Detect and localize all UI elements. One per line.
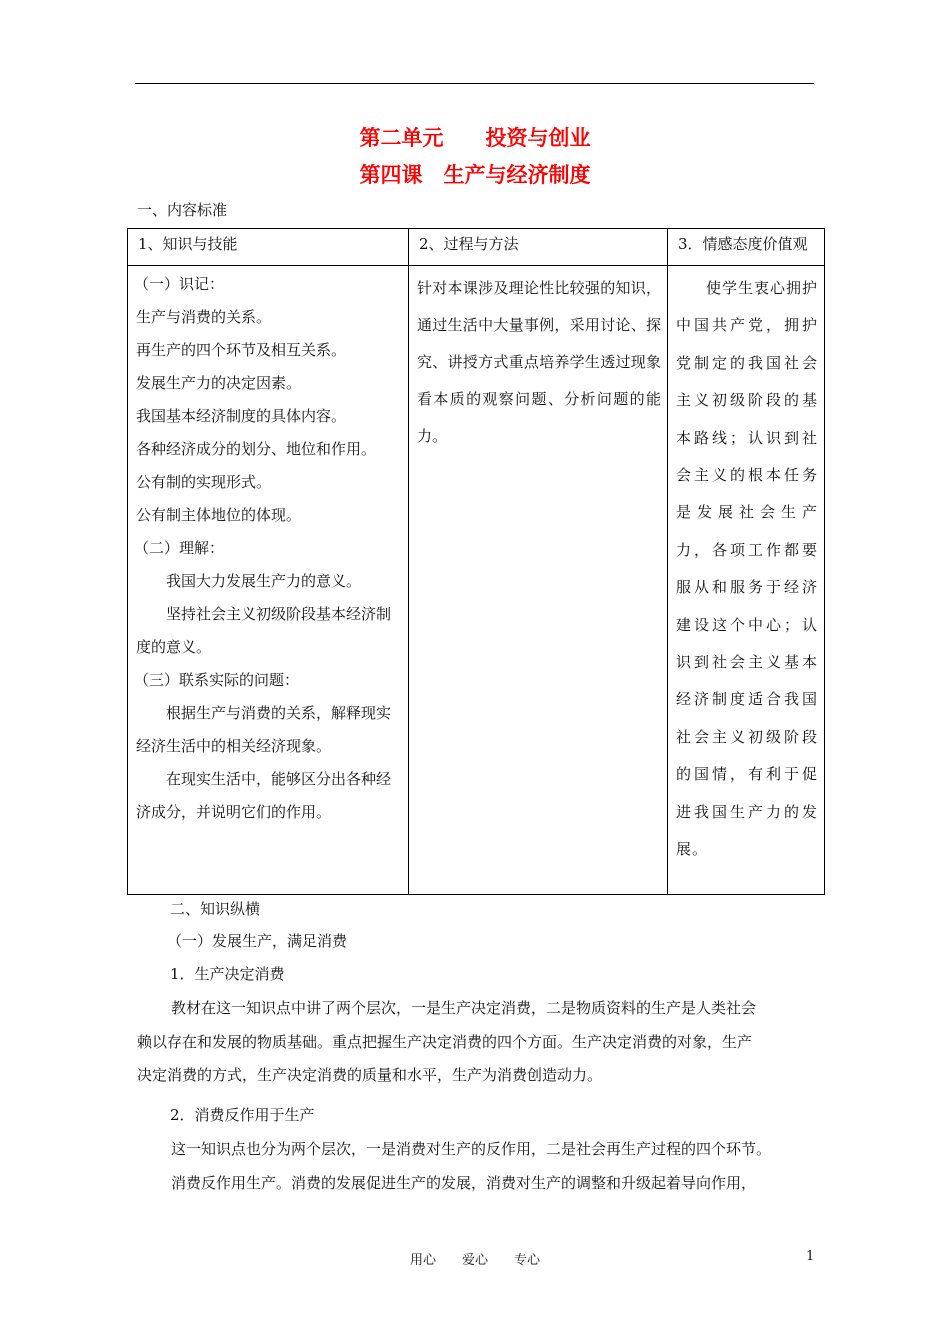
list-item: （三）联系实际的问题： (134, 671, 300, 689)
list-item: （一）识记： (134, 275, 225, 293)
header-rule (135, 83, 814, 84)
process-methods-cell (409, 266, 668, 895)
list-item: 各种经济成分的划分、地位和作用。 (136, 440, 377, 458)
process-methods-text: 针对本课涉及理论性比较强的知识，通过生活中大量事例，采用讨论、探究、讲授方式重点培养学生透过现象看本质的观察问题、分析问题的能力。 (417, 279, 661, 445)
table-header-cell: 1、知识与技能 (128, 229, 409, 266)
subsection-heading: （一）发展生产，满足消费 (167, 932, 348, 950)
list-item: 再生产的四个环节及相互关系。 (136, 341, 347, 359)
footer-motto: 用心 爱心 专心 (409, 1253, 540, 1268)
paragraph: 这一知识点也分为两个层次，一是消费对生产的反作用，二是社会再生产过程的四个环节。 消费反作用生产。消费的发展促进生产的发展，消费对生产的调整和升级起着导向作用， (171, 1140, 772, 1192)
page-number: 1 (806, 1249, 815, 1264)
section2-heading: 二、知识纵横 (170, 900, 261, 918)
knowledge-skills-cell (128, 266, 409, 895)
list-item: 公有制主体地位的体现。 (136, 506, 302, 524)
list-item: （二）理解： (134, 539, 225, 557)
paragraph: 教材在这一知识点中讲了两个层次，一是生产决定消费，二是物质资料的生产是人类社会 赖以存在和发展的物质基础。重点把握生产决定消费的四个方面。生产决定消费的对象，生产 决定消费的方式，生产决定消费的质量和水平，生产为消费创造动力。 (137, 999, 757, 1084)
list-item: 坚持社会主义初级阶段基本经济制度的意义。 (136, 605, 392, 656)
list-item: 生产与消费的关系。 (136, 308, 272, 326)
table-header-cell: 3．情感态度价值观 (668, 229, 825, 266)
list-item: 在现实生活中，能够区分出各种经济成分，并说明它们的作用。 (136, 770, 392, 821)
table-header-cell: 2、过程与方法 (409, 229, 668, 266)
list-item: 发展生产力的决定因素。 (136, 374, 302, 392)
attitudes-values-text: 使学生衷心拥护中国共产党，拥护党制定的我国社会主义初级阶段的基本路线；认识到社会主义的根本任务是发展社会生产力，各项工作都要服从和服务于经济建设这个中心；认识到社会主义基本经济制度适合我国社会主义初级阶段的国情，有利于促进我国生产力的发展。 (676, 279, 819, 859)
attitudes-values-cell (668, 266, 825, 895)
list-item: 根据生产与消费的关系，解释现实经济生活中的相关经济现象。 (136, 704, 392, 755)
item-heading: 1．生产决定消费 (170, 965, 285, 983)
section1-heading: 一、内容标准 (137, 201, 228, 219)
item-heading: 2．消费反作用于生产 (170, 1106, 315, 1124)
list-item: 公有制的实现形式。 (136, 473, 272, 491)
list-item: 我国大力发展生产力的意义。 (166, 572, 362, 590)
content-standard-table (127, 228, 825, 895)
unit-title: 第二单元 投资与创业 (359, 126, 591, 150)
lesson-title: 第四课 生产与经济制度 (359, 163, 591, 187)
list-item: 我国基本经济制度的具体内容。 (136, 407, 347, 425)
